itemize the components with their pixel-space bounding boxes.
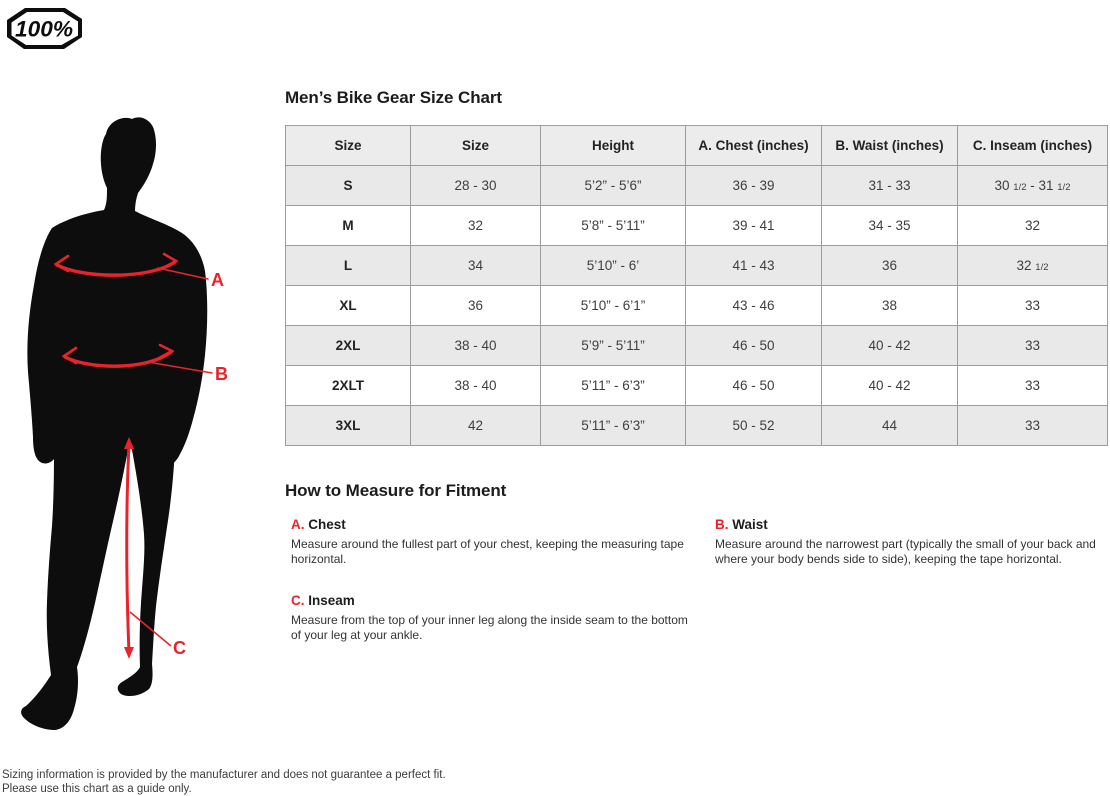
value-cell: 33	[958, 286, 1108, 326]
brand-logo	[7, 7, 83, 50]
value-cell: 50 - 52	[686, 406, 822, 446]
value-cell: 41 - 43	[686, 246, 822, 286]
column-header: Size	[286, 126, 411, 166]
value-cell: 36	[822, 246, 958, 286]
measure-text-waist: Measure around the narrowest part (typically the small of your back and where your body bends side to side), keeping the tape horizontal.	[715, 537, 1096, 566]
chest-label: A	[211, 270, 224, 290]
table-row	[286, 166, 1108, 206]
value-cell: 36 - 39	[686, 166, 822, 206]
disclaimer	[2, 768, 446, 796]
value-cell: 32	[958, 206, 1108, 246]
measure-section-waist-title	[715, 517, 1109, 532]
size-cell: 2XLT	[286, 366, 411, 406]
size-cell: XL	[286, 286, 411, 326]
value-cell: 28 - 30	[411, 166, 541, 206]
size-cell: 2XL	[286, 326, 411, 366]
value-cell: 36	[411, 286, 541, 326]
value-cell: 5’10” - 6’1”	[541, 286, 686, 326]
value-cell: 5’10” - 6’	[541, 246, 686, 286]
measurement-figure	[10, 112, 235, 740]
value-cell: 38 - 40	[411, 326, 541, 366]
value-cell: 5’2” - 5’6”	[541, 166, 686, 206]
waist-label: B	[215, 364, 228, 384]
measure-section-inseam-title	[291, 593, 689, 608]
value-cell: 38	[822, 286, 958, 326]
table-row	[286, 406, 1108, 446]
value-cell: 33	[958, 406, 1108, 446]
column-header: Height	[541, 126, 686, 166]
disclaimer-line-2: Please use this chart as a guide only.	[2, 783, 192, 795]
inseam-label: C	[173, 638, 186, 658]
measure-name-chest: Chest	[308, 517, 346, 532]
brand-logo-badge-icon	[7, 7, 83, 50]
value-cell: 30 1/2 - 31 1/2	[958, 166, 1108, 206]
size-cell: L	[286, 246, 411, 286]
table-row	[286, 246, 1108, 286]
table-row	[286, 286, 1108, 326]
brand-logo-text: 100%	[15, 16, 73, 42]
column-header: Size	[411, 126, 541, 166]
measure-section-chest-title	[291, 517, 689, 532]
table-row	[286, 206, 1108, 246]
measure-column-left	[291, 517, 715, 669]
value-cell: 40 - 42	[822, 366, 958, 406]
measure-letter-a: A.	[291, 517, 305, 532]
body-silhouette-icon	[10, 112, 235, 740]
measure-name-waist: Waist	[732, 517, 768, 532]
value-cell: 46 - 50	[686, 326, 822, 366]
measure-grid	[285, 517, 1109, 669]
value-cell: 42	[411, 406, 541, 446]
size-chart-table	[285, 125, 1108, 446]
value-cell: 43 - 46	[686, 286, 822, 326]
table-header-row	[286, 126, 1108, 166]
disclaimer-line-1: Sizing information is provided by the manufacturer and does not guarantee a perfect fit.	[2, 769, 446, 781]
value-cell: 5’8” - 5’11”	[541, 206, 686, 246]
measure-section-inseam	[291, 593, 689, 643]
column-header: A. Chest (inches)	[686, 126, 822, 166]
column-header: B. Waist (inches)	[822, 126, 958, 166]
value-cell: 5’11” - 6’3”	[541, 366, 686, 406]
value-cell: 31 - 33	[822, 166, 958, 206]
page-title: Men’s Bike Gear Size Chart	[285, 88, 502, 107]
measure-text-inseam: Measure from the top of your inner leg along the inside seam to the bottom of your leg at your ankle.	[291, 613, 688, 642]
value-cell: 32	[411, 206, 541, 246]
value-cell: 34	[411, 246, 541, 286]
size-cell: 3XL	[286, 406, 411, 446]
measure-section-chest	[291, 517, 689, 567]
value-cell: 46 - 50	[686, 366, 822, 406]
measure-letter-b: B.	[715, 517, 729, 532]
measure-column-right	[715, 517, 1109, 669]
measure-text-chest: Measure around the fullest part of your chest, keeping the measuring tape horizontal.	[291, 537, 684, 566]
measure-heading: How to Measure for Fitment	[285, 481, 507, 500]
measure-name-inseam: Inseam	[308, 593, 355, 608]
table-row	[286, 366, 1108, 406]
size-cell: S	[286, 166, 411, 206]
measure-section-waist	[715, 517, 1109, 567]
value-cell: 32 1/2	[958, 246, 1108, 286]
value-cell: 44	[822, 406, 958, 446]
value-cell: 33	[958, 326, 1108, 366]
measure-letter-c: C.	[291, 593, 305, 608]
value-cell: 38 - 40	[411, 366, 541, 406]
value-cell: 5’11” - 6’3”	[541, 406, 686, 446]
main-content	[285, 88, 1109, 669]
table-row	[286, 326, 1108, 366]
column-header: C. Inseam (inches)	[958, 126, 1108, 166]
value-cell: 5’9” - 5’11”	[541, 326, 686, 366]
value-cell: 39 - 41	[686, 206, 822, 246]
size-table-body	[286, 166, 1108, 446]
value-cell: 34 - 35	[822, 206, 958, 246]
value-cell: 40 - 42	[822, 326, 958, 366]
value-cell: 33	[958, 366, 1108, 406]
size-cell: M	[286, 206, 411, 246]
